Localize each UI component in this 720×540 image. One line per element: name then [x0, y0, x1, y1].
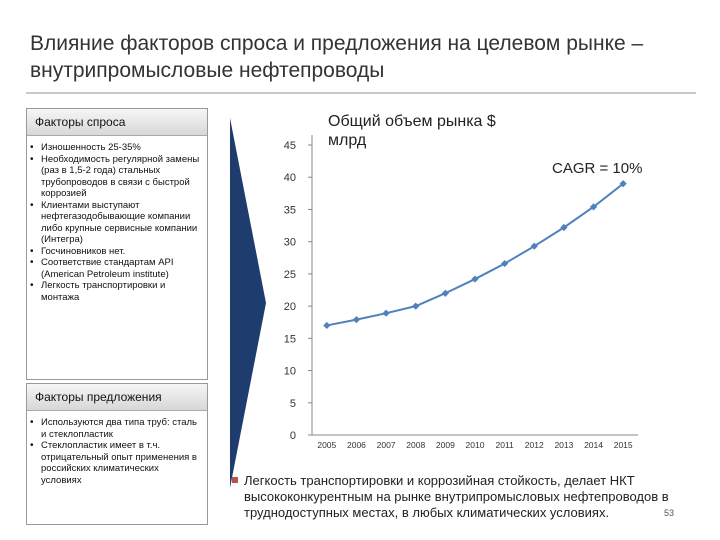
- y-tick-label: 0: [289, 430, 296, 442]
- data-point: [442, 290, 449, 297]
- series-line: [327, 184, 623, 326]
- x-tick-label: 2008: [406, 440, 426, 450]
- y-tick-label: 35: [283, 204, 296, 217]
- data-point: [471, 275, 478, 282]
- chart-title: Общий объем рынка $ млрд: [328, 113, 496, 149]
- y-tick-label: 10: [283, 365, 296, 378]
- x-tick-label: 2005: [317, 440, 337, 450]
- x-tick-label: 2010: [465, 440, 485, 450]
- x-tick-label: 2007: [376, 440, 396, 450]
- y-tick-label: 20: [283, 301, 296, 314]
- demand-factor-item: • Легкость транспортировки и монтажа: [27, 280, 201, 303]
- demand-factor-item: • Клиентами выступают нефтегазодобывающие компании либо крупные сервисные компании (Интегра): [27, 200, 201, 246]
- demand-factors-panel: [26, 108, 208, 380]
- data-point: [382, 310, 389, 317]
- title-divider: [26, 92, 696, 94]
- x-tick-label: 2013: [554, 440, 574, 450]
- page-number: 53: [664, 508, 675, 518]
- supply-factors-list: [27, 417, 207, 486]
- demand-factor-item: • Необходимость регулярной замены (раз в 1,5-2 года) стальных трубопроводов в связи с быстрой коррозией: [27, 154, 201, 200]
- demand-factor-item: • Госчиновников нет.: [27, 246, 201, 258]
- y-axis-ticks: [284, 140, 312, 442]
- y-tick-label: 5: [289, 397, 296, 410]
- y-tick-label: 30: [283, 236, 296, 249]
- slide-title: Влияние факторов спроса и предложения на целевом рынке – внутрипромысловые нефтепроводы: [30, 32, 644, 82]
- demand-factor-item: • Изношенность 25-35%: [27, 142, 201, 154]
- conclusion-text: Легкость транспортировки и коррозийная стойкость, делает НКТ высококонкурентным на рынке внутрипромысловых нефтепроводов в труднодоступных местах, в любых климатических условиях.: [244, 473, 669, 520]
- x-tick-label: 2015: [613, 440, 633, 450]
- x-tick-label: 2009: [435, 440, 455, 450]
- x-tick-label: 2011: [495, 440, 514, 450]
- x-tick-label: 2006: [346, 440, 366, 450]
- data-point: [412, 303, 419, 310]
- data-point: [353, 316, 360, 323]
- x-tick-label: 2012: [524, 440, 544, 450]
- conclusion: [232, 473, 675, 521]
- x-axis-ticks: [317, 440, 633, 450]
- y-tick-label: 45: [283, 140, 296, 152]
- demand-factors-list: [27, 142, 207, 303]
- y-tick-label: 40: [283, 172, 296, 185]
- demand-factors-heading: Факторы спроса: [27, 109, 207, 136]
- x-tick-label: 2014: [584, 440, 604, 450]
- data-point: [323, 322, 330, 329]
- chart-series: [323, 180, 627, 329]
- supply-factor-item: • Используются два типа труб: сталь и стеклопластик: [27, 417, 201, 440]
- chevron-arrow-icon: [228, 118, 268, 488]
- bullet-square-icon: [232, 477, 238, 483]
- cagr-annotation: CAGR = 10%: [552, 160, 643, 177]
- supply-factors-panel: [26, 383, 208, 525]
- supply-factor-item: • Стеклопластик имеет в т.ч. отрицательный опыт применения в российских климатических условиях: [27, 440, 201, 486]
- market-volume-chart: [268, 100, 648, 465]
- demand-factor-item: • Соответствие стандартам API (American Petroleum institute): [27, 257, 201, 280]
- supply-factors-heading: Факторы предложения: [27, 384, 207, 411]
- y-tick-label: 15: [283, 333, 296, 346]
- chart-axes: [312, 135, 638, 435]
- y-tick-label: 25: [283, 268, 296, 281]
